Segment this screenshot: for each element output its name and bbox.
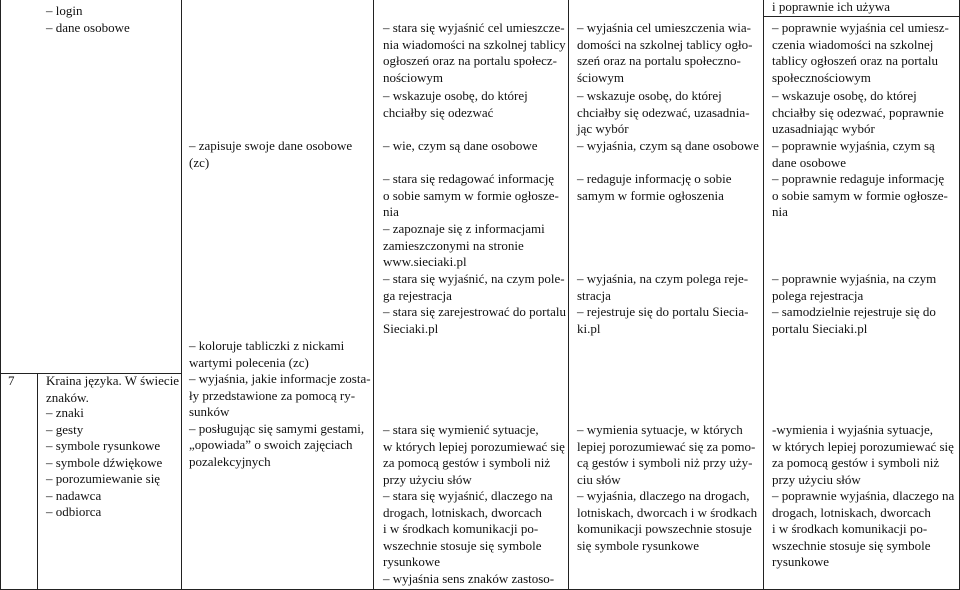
- row6-activity: – zapisuje swoje dane osobowe (zc): [189, 138, 353, 170]
- column-divider-1: [37, 373, 38, 590]
- heading-divider: [763, 16, 960, 17]
- row6-reqb5-dopuszczajaca: – stara się zarejestrować do portalu Sieciaki.pl: [383, 304, 567, 336]
- row7-req2-dobra: – poprawnie wyjaśnia, dlaczego na drogach, lotniskach, dworcach i w środkach komunikacji po- wszechnie stosuje się symbole rysunkowe: [772, 488, 955, 569]
- row7-number: 7: [8, 373, 15, 388]
- row7-req2-dostateczna: – wyjaśnia, dlaczego na drogach, lotniskach, dworcach i w środkach komunikacji powszechnie stosuje się symbole rysunkowe: [577, 488, 758, 553]
- row6-req1-dobra: – poprawnie wyjaśnia cel umiesz- czenia wiadomości na szkolnej tablicy ogłoszeń oraz na portalu społecznościowym: [772, 20, 949, 85]
- row6-reqb2-dopuszczajaca: – stara się redagować informację o sobie samym w formie ogłosze- nia: [383, 171, 559, 219]
- row7-req1-dostateczna: – wymienia sytuacje, w których lepiej porozumiewać się za pomo- cą gestów i symboli niż przy uży- ciu słów: [577, 422, 756, 487]
- row6-reqb1-dopuszczajaca: – wie, czym są dane osobowe: [383, 138, 538, 153]
- row7-title: Kraina języka. W świecie znaków.: [46, 373, 180, 405]
- column-divider-3: [373, 0, 374, 590]
- table-border-left: [0, 0, 1, 590]
- row7-activities: – koloruje tabliczki z nickami wartymi polecenia (zc) – wyjaśnia, jakie informacje zosta- ły przedstawione za pomocą ry- sunków – posługując się samymi gestami, „opowiada” o swoich zajęciach pozalekcyjnych: [189, 338, 371, 469]
- row6-topics: – login – dane osobowe: [46, 3, 130, 35]
- row6-reqb3-dopuszczajaca: – zapoznaje się z informacjami zamieszczonymi na stronie www.sieciaki.pl: [383, 221, 545, 269]
- row6-reqb5-dobra: – samodzielnie rejestruje się do portalu Sieciaki.pl: [772, 304, 936, 336]
- row6-req2-dopuszczajaca: – wskazuje osobę, do której chciałby się odezwać: [383, 88, 528, 120]
- row7-req2-dopuszczajaca: – stara się wyjaśnić, dlaczego na drogach, lotniskach, dworcach i w środkach komunikacji po- wszechnie stosuje się symbole rysunkowe: [383, 488, 553, 569]
- row7-topics: – znaki – gesty – symbole rysunkowe – symbole dźwiękowe – porozumiewanie się – nadawca – odbiorca: [46, 405, 163, 519]
- row6-reqb4-dostateczna: – wyjaśnia, na czym polega reje- stracja: [577, 271, 749, 303]
- column-divider-2: [181, 0, 182, 590]
- row6-reqb4-dopuszczajaca: – stara się wyjaśnić, na czym pole- ga rejestracja: [383, 271, 565, 303]
- row6-reqb5-dostateczna: – rejestruje się do portalu Siecia- ki.pl: [577, 304, 749, 336]
- column-divider-5: [763, 0, 764, 590]
- row6-reqb1-dobra: – poprawnie wyjaśnia, czym są dane osobowe: [772, 138, 935, 170]
- heading-fragment: i poprawnie ich używa: [772, 0, 891, 14]
- column-divider-4: [568, 0, 569, 590]
- row7-req1-dobra: -wymienia i wyjaśnia sytuacje, w których lepiej porozumiewać się za pomocą gestów i symboli niż przy użyciu słów: [772, 422, 954, 487]
- row6-req1-dopuszczajaca: – stara się wyjaśnić cel umieszcze- nia wiadomości na szkolnej tablicy ogłoszeń oraz na portalu społecz- nościowym: [383, 20, 566, 85]
- row6-reqb2-dostateczna: – redaguje informację o sobie samym w formie ogłoszenia: [577, 171, 732, 203]
- row7-req3-dopuszczajaca: – wyjaśnia sens znaków zastoso-: [383, 571, 555, 586]
- row6-req1-dostateczna: – wyjaśnia cel umieszczenia wia- domości na szkolnej tablicy ogło- szeń oraz na portalu społeczno- ściowym: [577, 20, 753, 85]
- row6-req2-dostateczna: – wskazuje osobę, do której chciałby się odezwać, uzasadnia- jąc wybór: [577, 88, 750, 136]
- row6-reqb4-dobra: – poprawnie wyjaśnia, na czym polega rejestracja: [772, 271, 937, 303]
- row6-reqb1-dostateczna: – wyjaśnia, czym są dane osobowe: [577, 138, 759, 153]
- row6-reqb2-dobra: – poprawnie redaguje informację o sobie samym w formie ogłosze- nia: [772, 171, 948, 219]
- row7-req1-dopuszczajaca: – stara się wymienić sytuacje, w których lepiej porozumiewać się za pomocą gestów i symboli niż przy użyciu słów: [383, 422, 565, 487]
- row6-req2-dobra: – wskazuje osobę, do której chciałby się odezwać, poprawnie uzasadniając wybór: [772, 88, 944, 136]
